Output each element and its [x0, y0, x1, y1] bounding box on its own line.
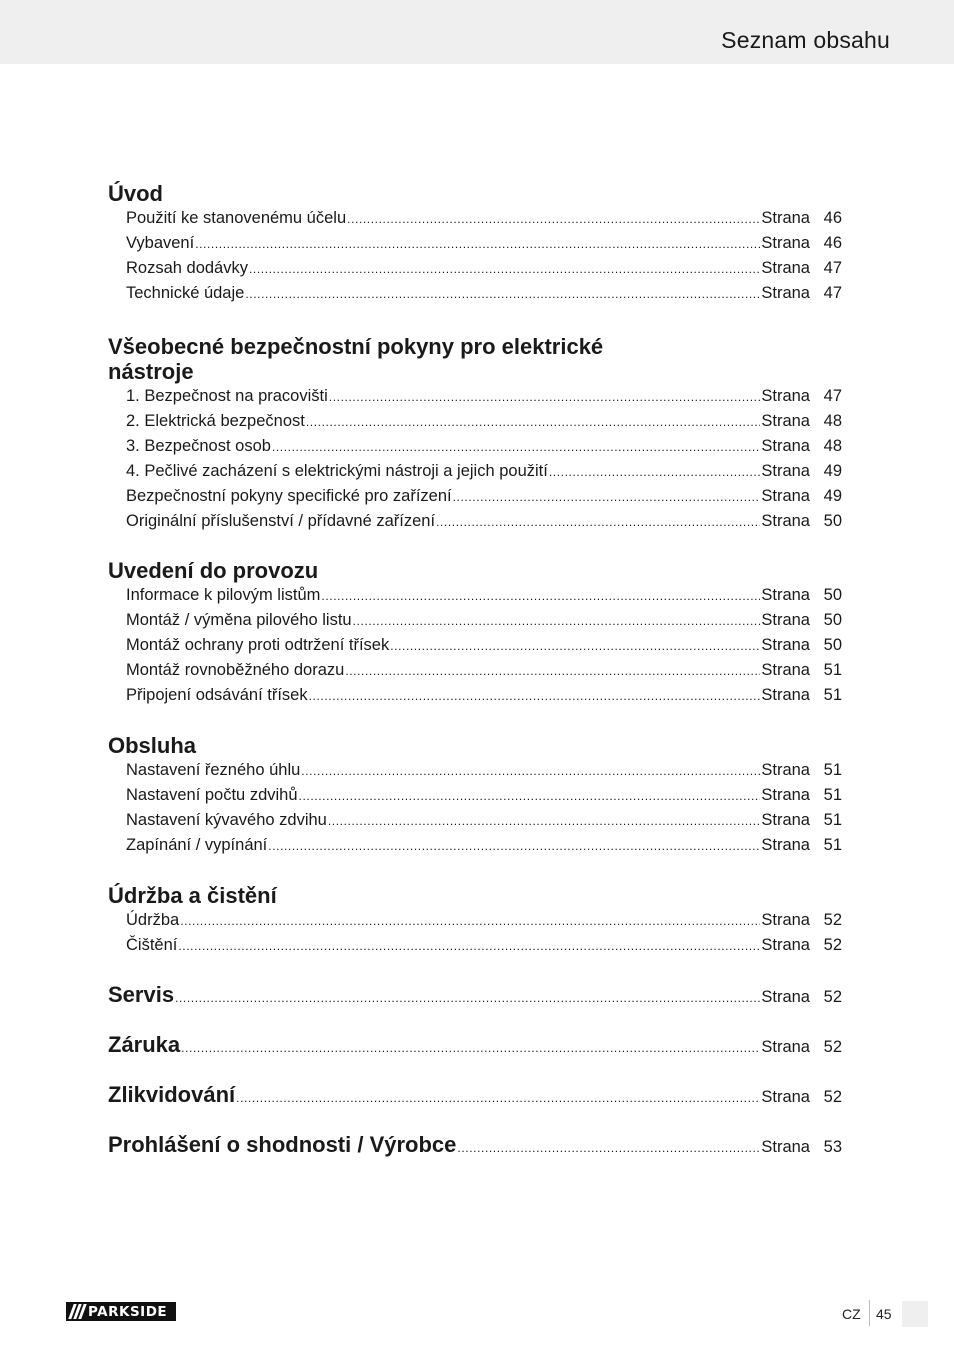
- section-title-line1: Všeobecné bezpečnostní pokyny pro elektrické: [108, 334, 604, 359]
- leader-dots: [268, 834, 760, 859]
- leader-dots: [301, 759, 760, 784]
- strana-label: Strana: [761, 1138, 810, 1156]
- strana-label: Strana: [761, 636, 810, 654]
- toc-entry[interactable]: [126, 633, 842, 658]
- page-ref: 48: [823, 412, 842, 430]
- page-title: Seznam obsahu: [721, 27, 890, 53]
- leader-dots: [345, 659, 760, 684]
- strana-label: Strana: [761, 437, 810, 455]
- page-ref: 46: [823, 209, 842, 227]
- page-ref: 52: [823, 936, 842, 954]
- page-ref: 51: [823, 661, 842, 679]
- leader-dots: [180, 909, 760, 934]
- section-title: Zlikvidování: [108, 1082, 236, 1107]
- toc-entry[interactable]: [126, 683, 842, 708]
- section-title: Obsluha: [108, 733, 197, 758]
- strana-label: Strana: [761, 936, 810, 954]
- toc-entry[interactable]: [126, 608, 842, 633]
- toc-section-servis[interactable]: [108, 970, 842, 1020]
- entry-text: Nastavení řezného úhlu: [126, 761, 301, 779]
- strana-label: Strana: [761, 387, 810, 405]
- strana-label: Strana: [761, 512, 810, 530]
- leader-dots: [329, 385, 761, 410]
- page-number: 45: [876, 1306, 892, 1322]
- leader-dots: [453, 485, 761, 510]
- leader-dots: [181, 1023, 760, 1073]
- entry-text: Vybavení: [126, 234, 195, 252]
- section-title: Uvedení do provozu: [108, 558, 319, 583]
- toc-entry[interactable]: [126, 484, 842, 509]
- entry-text: Údržba: [126, 911, 180, 929]
- strana-label: Strana: [761, 234, 810, 252]
- table-of-contents: [108, 181, 842, 1170]
- page-ref: 53: [823, 1138, 842, 1156]
- page-ref: 52: [823, 1038, 842, 1056]
- leader-dots: [347, 207, 760, 232]
- section-title: Záruka: [108, 1032, 181, 1057]
- entry-text: Nastavení počtu zdvihů: [126, 786, 298, 804]
- toc-entry[interactable]: [126, 206, 842, 231]
- page-ref: 52: [823, 988, 842, 1006]
- page-ref: 50: [823, 611, 842, 629]
- entry-text: Technické údaje: [126, 284, 245, 302]
- leader-dots: [175, 973, 760, 1023]
- leader-dots: [549, 460, 761, 485]
- leader-dots: [328, 809, 761, 834]
- strana-label: Strana: [761, 586, 810, 604]
- strana-label: Strana: [761, 284, 810, 302]
- page-ref: 52: [823, 1088, 842, 1106]
- entry-text: Montáž rovnoběžného dorazu: [126, 661, 345, 679]
- section-title: Úvod: [108, 181, 163, 206]
- toc-entry[interactable]: [126, 384, 842, 409]
- strana-label: Strana: [761, 686, 810, 704]
- footer-divider: [869, 1300, 870, 1326]
- strana-label: Strana: [761, 988, 810, 1006]
- toc-entry[interactable]: [126, 434, 842, 459]
- section-title: Prohlášení o shodnosti / Výrobce: [108, 1132, 457, 1157]
- entry-text: Zapínání / vypínání: [126, 836, 268, 854]
- leader-dots: [272, 435, 760, 460]
- toc-section-uvedeni: [108, 558, 842, 708]
- entry-text: 2. Elektrická bezpečnost: [126, 412, 305, 430]
- page-ref: 48: [823, 437, 842, 455]
- strana-label: Strana: [761, 811, 810, 829]
- entry-text: Připojení odsávání třísek: [126, 686, 308, 704]
- page-ref: 47: [823, 387, 842, 405]
- logo-text: PARKSIDE: [88, 1303, 168, 1320]
- leader-dots: [178, 934, 760, 959]
- toc-entry[interactable]: [126, 231, 842, 256]
- section-title-line2: nástroje: [108, 359, 194, 384]
- toc-section-uvod: [108, 181, 842, 306]
- strana-label: Strana: [761, 1088, 810, 1106]
- page-ref: 51: [823, 686, 842, 704]
- footer-corner-box: [902, 1301, 928, 1327]
- entry-text: Informace k pilovým listům: [126, 586, 321, 604]
- page-ref: 49: [823, 487, 842, 505]
- section-title: Údržba a čistění: [108, 883, 277, 908]
- strana-label: Strana: [761, 786, 810, 804]
- page-ref: 50: [823, 586, 842, 604]
- toc-entry[interactable]: [126, 783, 842, 808]
- page-ref: 51: [823, 786, 842, 804]
- strana-label: Strana: [761, 209, 810, 227]
- toc-entry[interactable]: [126, 758, 842, 783]
- section-title: Servis: [108, 982, 175, 1007]
- toc-entry[interactable]: [126, 409, 842, 434]
- language-code: CZ: [842, 1306, 861, 1322]
- entry-text: Použití ke stanovenému účelu: [126, 209, 347, 227]
- page-ref: 50: [823, 636, 842, 654]
- toc-entry[interactable]: [126, 833, 842, 858]
- leader-dots: [353, 609, 761, 634]
- leader-dots: [249, 257, 760, 282]
- toc-section-obsluha: [108, 733, 842, 858]
- page-ref: 47: [823, 284, 842, 302]
- toc-entry[interactable]: [126, 281, 842, 306]
- entry-text: 3. Bezpečnost osob: [126, 437, 271, 455]
- entry-text: Originální příslušenství / přídavné zařízení: [126, 512, 436, 530]
- toc-entry[interactable]: [126, 583, 842, 608]
- entry-text: Bezpečnostní pokyny specifické pro zařízení: [126, 487, 452, 505]
- toc-section-udrzba: [108, 883, 842, 958]
- leader-dots: [299, 784, 761, 809]
- strana-label: Strana: [761, 611, 810, 629]
- leader-dots: [309, 684, 761, 709]
- leader-dots: [195, 232, 760, 257]
- strana-label: Strana: [761, 259, 810, 277]
- entry-text: Montáž / výměna pilového listu: [126, 611, 352, 629]
- toc-entry[interactable]: [126, 808, 842, 833]
- toc-section-zlikvidovani[interactable]: [108, 1070, 842, 1120]
- page-ref: 47: [823, 259, 842, 277]
- page-ref: 49: [823, 462, 842, 480]
- logo-stripes-icon: [66, 1302, 88, 1321]
- page-ref: 50: [823, 512, 842, 530]
- leader-dots: [236, 1073, 760, 1123]
- strana-label: Strana: [761, 836, 810, 854]
- strana-label: Strana: [761, 487, 810, 505]
- page-ref: 46: [823, 234, 842, 252]
- strana-label: Strana: [761, 761, 810, 779]
- strana-label: Strana: [761, 412, 810, 430]
- entry-text: Rozsah dodávky: [126, 259, 248, 277]
- entry-text: Čištění: [126, 936, 178, 954]
- entry-text: Montáž ochrany proti odtržení třísek: [126, 636, 390, 654]
- page-ref: 51: [823, 761, 842, 779]
- toc-entry[interactable]: [126, 658, 842, 683]
- strana-label: Strana: [761, 911, 810, 929]
- page-ref: 51: [823, 836, 842, 854]
- leader-dots: [321, 584, 760, 609]
- entry-text: 1. Bezpečnost na pracovišti: [126, 387, 328, 405]
- leader-dots: [457, 1123, 760, 1173]
- leader-dots: [245, 282, 760, 307]
- toc-entry[interactable]: [126, 509, 842, 534]
- entry-text: Nastavení kývavého zdvihu: [126, 811, 327, 829]
- toc-section-prohlaseni[interactable]: [108, 1120, 842, 1170]
- toc-entry[interactable]: [126, 908, 842, 933]
- toc-section-bezpecnost: [108, 334, 842, 534]
- leader-dots: [436, 510, 760, 535]
- toc-entry[interactable]: [126, 459, 842, 484]
- strana-label: Strana: [761, 462, 810, 480]
- leader-dots: [306, 410, 761, 435]
- page-ref: 51: [823, 811, 842, 829]
- toc-section-zaruka[interactable]: [108, 1020, 842, 1070]
- entry-text: 4. Pečlivé zacházení s elektrickými nástroji a jejich použití: [126, 462, 548, 480]
- leader-dots: [390, 634, 760, 659]
- page-ref: 52: [823, 911, 842, 929]
- strana-label: Strana: [761, 661, 810, 679]
- toc-entry[interactable]: [126, 256, 842, 281]
- parkside-logo: [66, 1302, 176, 1321]
- toc-entry[interactable]: [126, 933, 842, 958]
- strana-label: Strana: [761, 1038, 810, 1056]
